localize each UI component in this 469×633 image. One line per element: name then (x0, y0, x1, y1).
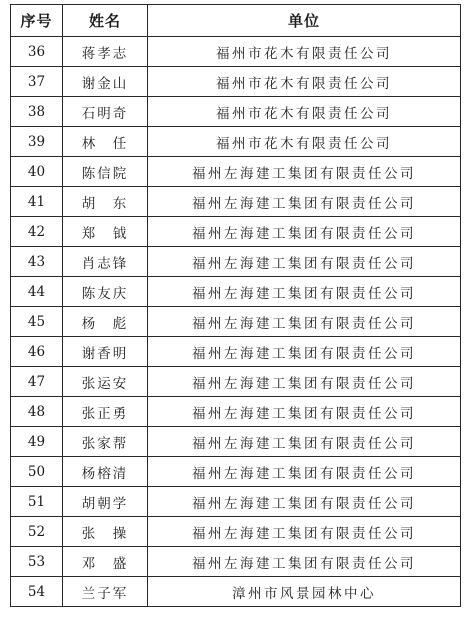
cell-no: 39 (11, 127, 63, 157)
cell-unit: 福州左海建工集团有限责任公司 (148, 337, 461, 367)
cell-unit: 福州左海建工集团有限责任公司 (148, 367, 461, 397)
cell-no: 54 (11, 577, 63, 607)
table-row (11, 277, 461, 307)
cell-unit: 福州左海建工集团有限责任公司 (148, 547, 461, 577)
cell-unit: 漳州市风景园林中心 (148, 577, 461, 607)
roster-table (10, 4, 461, 607)
cell-unit: 福州左海建工集团有限责任公司 (148, 397, 461, 427)
cell-name: 胡 东 (63, 187, 148, 217)
cell-unit: 福州左海建工集团有限责任公司 (148, 307, 461, 337)
table-row (11, 337, 461, 367)
cell-no: 42 (11, 217, 63, 247)
table-row (11, 97, 461, 127)
cell-no: 40 (11, 157, 63, 187)
table-body (11, 37, 461, 607)
cell-name: 肖志锋 (63, 247, 148, 277)
cell-name: 兰子军 (63, 577, 148, 607)
cell-unit: 福州左海建工集团有限责任公司 (148, 187, 461, 217)
cell-name: 蒋孝志 (63, 37, 148, 67)
cell-unit: 福州市花木有限责任公司 (148, 97, 461, 127)
cell-name: 石明奇 (63, 97, 148, 127)
cell-no: 52 (11, 517, 63, 547)
cell-unit: 福州左海建工集团有限责任公司 (148, 427, 461, 457)
table-row (11, 157, 461, 187)
header-unit: 单位 (148, 5, 461, 37)
cell-no: 50 (11, 457, 63, 487)
table-row (11, 127, 461, 157)
cell-name: 陈信院 (63, 157, 148, 187)
cell-name: 谢金山 (63, 67, 148, 97)
cell-no: 49 (11, 427, 63, 457)
cell-no: 48 (11, 397, 63, 427)
cell-name: 邓 盛 (63, 547, 148, 577)
table-row (11, 577, 461, 607)
cell-no: 41 (11, 187, 63, 217)
table-row (11, 67, 461, 97)
table-row (11, 397, 461, 427)
table-row (11, 247, 461, 277)
table-row (11, 307, 461, 337)
cell-name: 张运安 (63, 367, 148, 397)
cell-unit: 福州左海建工集团有限责任公司 (148, 157, 461, 187)
cell-name: 杨榕清 (63, 457, 148, 487)
table-row (11, 427, 461, 457)
cell-name: 谢香明 (63, 337, 148, 367)
cell-no: 38 (11, 97, 63, 127)
cell-unit: 福州左海建工集团有限责任公司 (148, 457, 461, 487)
cell-name: 胡朝学 (63, 487, 148, 517)
table-row (11, 217, 461, 247)
cell-name: 林 任 (63, 127, 148, 157)
header-row (11, 5, 461, 37)
cell-no: 43 (11, 247, 63, 277)
cell-unit: 福州市花木有限责任公司 (148, 127, 461, 157)
header-name: 姓名 (63, 5, 148, 37)
cell-no: 44 (11, 277, 63, 307)
cell-no: 36 (11, 37, 63, 67)
cell-unit: 福州左海建工集团有限责任公司 (148, 487, 461, 517)
cell-unit: 福州左海建工集团有限责任公司 (148, 517, 461, 547)
table-row (11, 547, 461, 577)
table-row (11, 37, 461, 67)
header-no: 序号 (11, 5, 63, 37)
table-row (11, 517, 461, 547)
cell-name: 张家帮 (63, 427, 148, 457)
table-row (11, 487, 461, 517)
cell-unit: 福州市花木有限责任公司 (148, 37, 461, 67)
cell-no: 53 (11, 547, 63, 577)
cell-unit: 福州左海建工集团有限责任公司 (148, 247, 461, 277)
cell-unit: 福州市花木有限责任公司 (148, 67, 461, 97)
cell-name: 陈友庆 (63, 277, 148, 307)
document-page (10, 4, 460, 607)
table-row (11, 187, 461, 217)
cell-no: 37 (11, 67, 63, 97)
table-row (11, 367, 461, 397)
cell-no: 45 (11, 307, 63, 337)
cell-unit: 福州左海建工集团有限责任公司 (148, 217, 461, 247)
table-row (11, 457, 461, 487)
cell-no: 51 (11, 487, 63, 517)
cell-name: 杨 彪 (63, 307, 148, 337)
cell-name: 张 操 (63, 517, 148, 547)
cell-no: 47 (11, 367, 63, 397)
cell-no: 46 (11, 337, 63, 367)
cell-name: 郑 钺 (63, 217, 148, 247)
cell-name: 张正勇 (63, 397, 148, 427)
cell-unit: 福州左海建工集团有限责任公司 (148, 277, 461, 307)
